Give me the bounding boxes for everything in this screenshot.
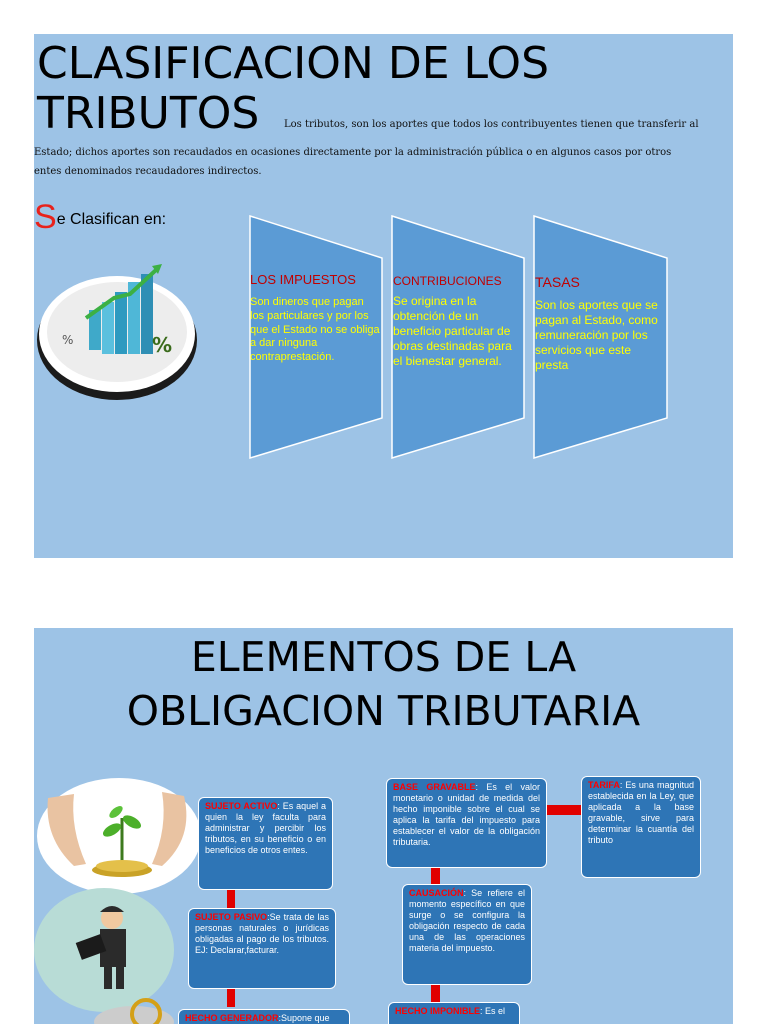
slide-clasificacion	[34, 34, 733, 558]
chevron-contribuciones-text: Se origina en la obtención de un beneficio particular de obras destinadas para el bienestar general.	[393, 294, 512, 368]
connector-base-causacion	[431, 868, 440, 884]
slide1-title-line1: CLASIFICACION DE LOS	[37, 38, 549, 89]
box-hecho-imponible-label: HECHO IMPONIBLE	[395, 1006, 481, 1016]
slide2-title	[34, 630, 733, 738]
box-causacion-label: CAUSACIÓN	[409, 888, 464, 898]
slide2-title-line2: OBLIGACION TRIBUTARIA	[126, 687, 641, 735]
connector-activo-pasivo	[227, 890, 235, 908]
box-sujeto-pasivo	[188, 908, 336, 989]
box-hecho-imponible-text: : Es el	[480, 1006, 506, 1016]
connector-pasivo-generador	[227, 989, 235, 1007]
hands-plant-coins-icon	[37, 778, 199, 894]
slide2-title-line1: ELEMENTOS DE LA	[190, 633, 577, 681]
box-causacion	[402, 884, 532, 985]
illustrations	[34, 778, 199, 1024]
box-base-gravable-label: BASE GRAVABLE	[393, 782, 476, 792]
box-hecho-imponible	[388, 1002, 520, 1024]
box-tarifa-text: : Es una magnitud establecida en la Ley, que aplicada a la base gravable, sirve para determinar la cuantía del tributo	[588, 780, 694, 845]
box-sujeto-activo-label: SUJETO ACTIVO	[205, 801, 278, 811]
chevron-contribuciones-title: CONTRIBUCIONES	[393, 274, 502, 288]
connector-causacion-imponible	[431, 985, 440, 1002]
chevron-impuestos-text: Son dineros que pagan los particulares y por los que el Estado no se obliga a dar ninguna contraprestación.	[250, 296, 380, 363]
box-tarifa-label: TARIFA	[588, 780, 620, 790]
box-sujeto-activo	[198, 797, 333, 890]
box-sujeto-activo-text: : Es aquel a quien la ley faculta para administrar y percibir los tributos, en su beneficio o en beneficios de otros entes.	[205, 801, 327, 855]
box-base-gravable	[386, 778, 547, 868]
slide-elementos	[34, 628, 733, 1024]
intro-text-line2: Estado; dichos aportes son recaudados en ocasiones directamente por la administración pública o en algunos casos por otros	[34, 147, 672, 158]
connector-base-tarifa	[547, 805, 581, 815]
chevron-tasas-text: Son los aportes que se pagan al Estado, como remuneración por los servicios que este presta	[535, 298, 658, 372]
box-causacion-text: : Se refiere el momento específico en que surge o se configura la obligación respecto de cada una de las operaciones materia del impuesto.	[409, 888, 525, 953]
box-hecho-generador-label: HECHO GENERADOR	[185, 1013, 279, 1023]
box-sujeto-pasivo-label: SUJETO PASIVO	[195, 912, 268, 922]
chevron-impuestos-title: LOS IMPUESTOS	[250, 272, 356, 287]
chevron-tasas-title: TASAS	[535, 274, 580, 290]
box-hecho-generador-text: :Supone que	[278, 1013, 330, 1023]
clasifican-initial: S	[34, 198, 57, 236]
intro-text-line3: entes denominados recaudadores indirectos.	[34, 166, 262, 177]
box-tarifa	[581, 776, 701, 878]
percent-icon-left: %	[62, 333, 74, 347]
intro-text-line1: Los tributos, son los aportes que todos los contribuyentes tienen que transferir al	[284, 119, 699, 130]
box-hecho-generador	[178, 1009, 350, 1024]
slide1-title-line2: TRIBUTOS	[37, 88, 260, 139]
box-base-gravable-text: : Es el valor monetario o unidad de medida del hecho imponible sobre el cual se aplica la tarifa del impuesto para establecer el valor de la obligación tributaria.	[393, 782, 540, 847]
clasifican-label: e Clasifican en:	[56, 211, 167, 228]
businessperson-icon	[34, 888, 174, 1012]
percent-icon-right: %	[152, 333, 173, 357]
box-sujeto-pasivo-text: :Se trata de las personas naturales o jurídicas obligadas al pago de los tributos. EJ: Declarar,facturar.	[195, 912, 329, 955]
chevron-shapes	[34, 34, 733, 558]
